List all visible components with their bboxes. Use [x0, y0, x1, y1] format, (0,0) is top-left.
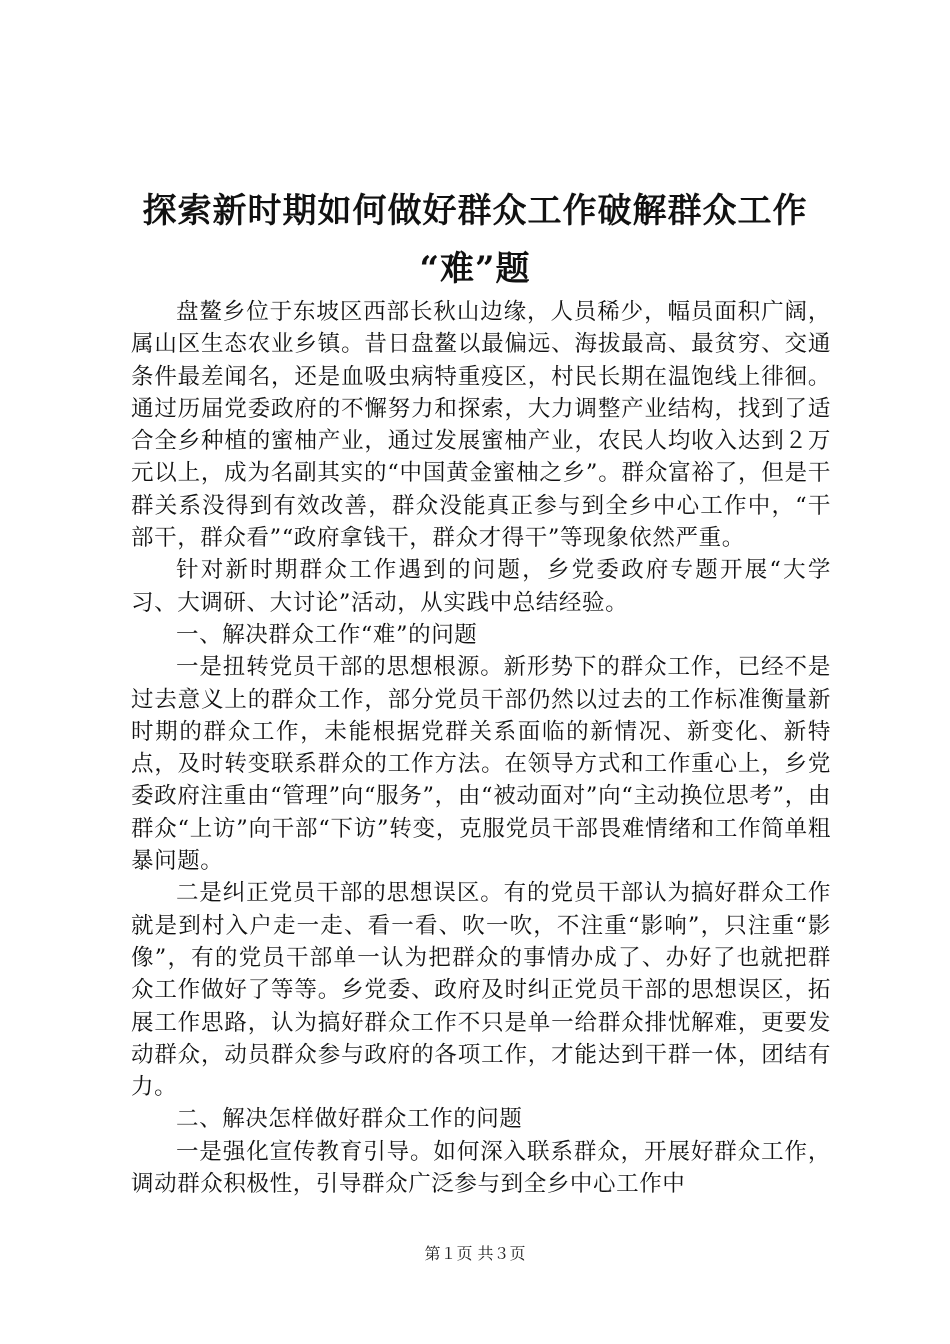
paragraph: 一是强化宣传教育引导。如何深入联系群众，开展好群众工作，调动群众积极性，引导群众广泛参与到全乡中心工作中 [131, 1138, 831, 1198]
section-heading: 二、解决怎样做好群众工作的问题 [176, 1106, 523, 1133]
document-title-line-1: 探索新时期如何做好群众工作破解群众工作 [142, 191, 808, 231]
paragraph: 针对新时期群众工作遇到的问题，乡党委政府专题开展“大学习、大调研、大讨论”活动，从实践中总结经验。 [131, 557, 831, 616]
page-footer: 第１页 共３页 [424, 1244, 526, 1263]
document-body [131, 296, 831, 1200]
document-title-line-2: “难”题 [419, 249, 531, 289]
paragraph: 二是纠正党员干部的思想误区。有的党员干部认为搞好群众工作就是到村入户走一走、看一看、吹一吹，不注重“影响”，只注重“影像”，有的党员干部单一认为把群众的事情办成了、办好了也就把群众工作做好了等等。乡党委、政府及时纠正党员干部的思想误区，拓展工作思路，认为搞好群众工作不只是单一给群众排忧解难，更要发动群众，动员群众参与政府的各项工作，才能达到干群一体，团结有力。 [131, 880, 831, 1101]
section-heading: 一、解决群众工作“难”的问题 [176, 621, 478, 648]
paragraph: 一是扭转党员干部的思想根源。新形势下的群众工作，已经不是过去意义上的群众工作，部分党员干部仍然以过去的工作标准衡量新时期的群众工作，未能根据党群关系面临的新情况、新变化、新特点，及时转变联系群众的工作方法。在领导方式和工作重心上，乡党委政府注重由“管理”向“服务”，由“被动面对”向“主动换位思考”，由群众“上访”向干部“下访”转变，克服党员干部畏难情绪和工作简单粗暴问题。 [131, 654, 831, 875]
paragraph: 盘鳌乡位于东坡区西部长秋山边缘，人员稀少，幅员面积广阔，属山区生态农业乡镇。昔日盘鳌以最偏远、海拔最高、最贫穷、交通条件最差闻名，还是血吸虫病特重疫区，村民长期在温饱线上徘徊。通过历届党委政府的不懈努力和探索，大力调整产业结构，找到了适合全乡种植的蜜柚产业，通过发展蜜柚产业，农民人均收入达到２万元以上，成为名副其实的“中国黄金蜜柚之乡”。群众富裕了，但是干群关系没得到有效改善，群众没能真正参与到全乡中心工作中，“干部干，群众看”“政府拿钱干，群众才得干”等现象依然严重。 [131, 299, 831, 552]
